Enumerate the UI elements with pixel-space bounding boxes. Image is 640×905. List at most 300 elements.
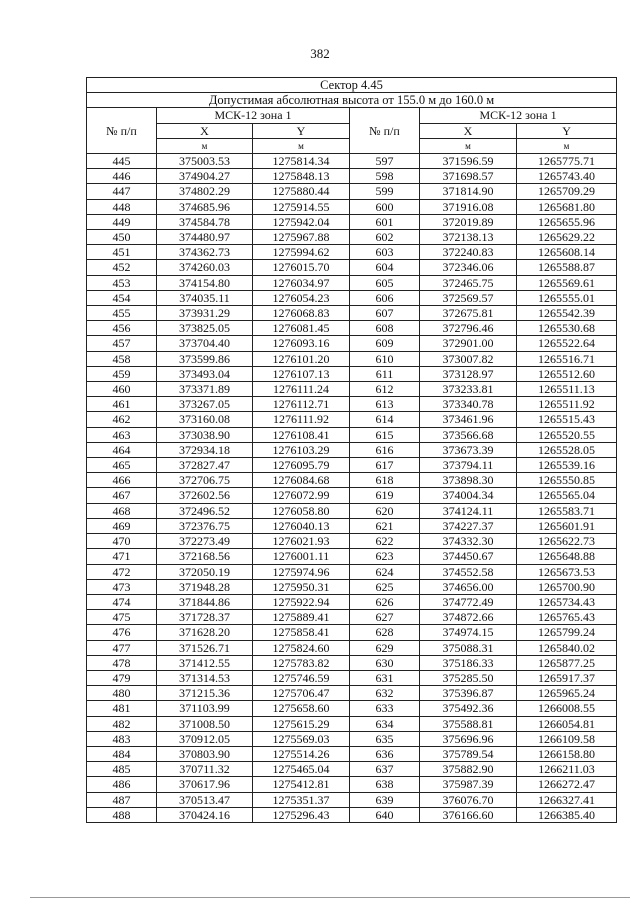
table-row — [87, 746, 617, 761]
row-num-left: 456 — [87, 321, 157, 336]
x-right: 373673.39 — [420, 442, 517, 457]
row-num-left: 454 — [87, 290, 157, 305]
x-right: 373566.68 — [420, 427, 517, 442]
y-left: 1276058.80 — [253, 503, 350, 518]
x-left: 372602.56 — [157, 488, 253, 503]
table-row — [87, 610, 617, 625]
x-left: 374685.96 — [157, 199, 253, 214]
y-left: 1275296.43 — [253, 807, 350, 822]
y-left: 1275889.41 — [253, 610, 350, 625]
x-left: 371728.37 — [157, 610, 253, 625]
x-right: 373340.78 — [420, 397, 517, 412]
table-row — [87, 777, 617, 792]
y-right: 1265511.92 — [517, 397, 617, 412]
row-num-left: 471 — [87, 549, 157, 564]
y-right: 1265601.91 — [517, 518, 617, 533]
x-right: 375396.87 — [420, 686, 517, 701]
x-right: 372796.46 — [420, 321, 517, 336]
y-left: 1275880.44 — [253, 184, 350, 199]
x-right: 375882.90 — [420, 762, 517, 777]
coordinates-table — [86, 77, 617, 823]
unit-y-right: м — [517, 138, 617, 153]
y-right: 1265648.88 — [517, 549, 617, 564]
row-num-right: 627 — [350, 610, 420, 625]
y-left: 1276081.45 — [253, 321, 350, 336]
row-num-right: 623 — [350, 549, 420, 564]
row-num-left: 483 — [87, 731, 157, 746]
y-left: 1276034.97 — [253, 275, 350, 290]
row-num-right: 616 — [350, 442, 420, 457]
x-right: 373233.81 — [420, 382, 517, 397]
table-row — [87, 199, 617, 214]
x-left: 374904.27 — [157, 169, 253, 184]
x-right: 374974.15 — [420, 625, 517, 640]
row-num-left: 473 — [87, 579, 157, 594]
header-zone-right: МСК-12 зона 1 — [420, 108, 617, 123]
y-left: 1275824.60 — [253, 640, 350, 655]
unit-y-left: м — [253, 138, 350, 153]
header-zone-left: МСК-12 зона 1 — [157, 108, 350, 123]
header-y-right: Y — [517, 123, 617, 138]
row-num-left: 460 — [87, 382, 157, 397]
table-row — [87, 518, 617, 533]
x-right: 375789.54 — [420, 746, 517, 761]
y-left: 1275514.26 — [253, 746, 350, 761]
row-num-left: 467 — [87, 488, 157, 503]
row-num-left: 452 — [87, 260, 157, 275]
row-num-right: 626 — [350, 594, 420, 609]
row-num-left: 468 — [87, 503, 157, 518]
x-right: 375696.96 — [420, 731, 517, 746]
row-num-left: 485 — [87, 762, 157, 777]
y-right: 1265700.90 — [517, 579, 617, 594]
y-right: 1265530.68 — [517, 321, 617, 336]
x-right: 376076.70 — [420, 792, 517, 807]
y-right: 1265550.85 — [517, 473, 617, 488]
row-num-right: 619 — [350, 488, 420, 503]
y-left: 1275465.04 — [253, 762, 350, 777]
x-right: 375285.50 — [420, 670, 517, 685]
y-right: 1265542.39 — [517, 306, 617, 321]
table-row — [87, 366, 617, 381]
y-right: 1266385.40 — [517, 807, 617, 822]
y-left: 1276107.13 — [253, 366, 350, 381]
table-row — [87, 807, 617, 822]
row-num-right: 614 — [350, 412, 420, 427]
y-left: 1276015.70 — [253, 260, 350, 275]
x-left: 371628.20 — [157, 625, 253, 640]
row-num-right: 615 — [350, 427, 420, 442]
row-num-right: 635 — [350, 731, 420, 746]
table-row — [87, 290, 617, 305]
x-left: 373704.40 — [157, 336, 253, 351]
table-row — [87, 503, 617, 518]
y-right: 1266327.41 — [517, 792, 617, 807]
row-num-right: 633 — [350, 701, 420, 716]
table-row — [87, 336, 617, 351]
row-num-left: 449 — [87, 214, 157, 229]
x-left: 370424.16 — [157, 807, 253, 822]
y-right: 1265734.43 — [517, 594, 617, 609]
y-left: 1276093.16 — [253, 336, 350, 351]
table-row — [87, 458, 617, 473]
x-right: 373461.96 — [420, 412, 517, 427]
y-right: 1265622.73 — [517, 534, 617, 549]
x-right: 375588.81 — [420, 716, 517, 731]
sector-title: Сектор 4.45 — [87, 78, 617, 93]
page-number: 382 — [310, 46, 330, 61]
y-left: 1276001.11 — [253, 549, 350, 564]
table-row — [87, 351, 617, 366]
x-left: 372706.75 — [157, 473, 253, 488]
x-right: 372901.00 — [420, 336, 517, 351]
row-num-left: 475 — [87, 610, 157, 625]
row-num-right: 602 — [350, 230, 420, 245]
table-row — [87, 701, 617, 716]
row-num-left: 462 — [87, 412, 157, 427]
y-left: 1276054.23 — [253, 290, 350, 305]
row-num-right: 640 — [350, 807, 420, 822]
y-left: 1275942.04 — [253, 214, 350, 229]
y-left: 1276101.20 — [253, 351, 350, 366]
table-body — [87, 154, 617, 823]
x-left: 371412.55 — [157, 655, 253, 670]
y-right: 1265709.29 — [517, 184, 617, 199]
y-right: 1265520.55 — [517, 427, 617, 442]
row-num-left: 472 — [87, 564, 157, 579]
x-left: 373160.08 — [157, 412, 253, 427]
table-row — [87, 260, 617, 275]
x-left: 372496.52 — [157, 503, 253, 518]
x-right: 374124.11 — [420, 503, 517, 518]
y-left: 1276040.13 — [253, 518, 350, 533]
y-right: 1265799.24 — [517, 625, 617, 640]
x-right: 372019.89 — [420, 214, 517, 229]
row-num-right: 601 — [350, 214, 420, 229]
row-num-right: 611 — [350, 366, 420, 381]
y-right: 1265917.37 — [517, 670, 617, 685]
x-right: 371596.59 — [420, 154, 517, 169]
table-row — [87, 488, 617, 503]
x-right: 372346.06 — [420, 260, 517, 275]
y-right: 1265655.96 — [517, 214, 617, 229]
row-num-left: 446 — [87, 169, 157, 184]
x-left: 374260.03 — [157, 260, 253, 275]
x-left: 372168.56 — [157, 549, 253, 564]
row-num-left: 488 — [87, 807, 157, 822]
row-num-right: 617 — [350, 458, 420, 473]
y-right: 1265743.40 — [517, 169, 617, 184]
x-left: 372273.49 — [157, 534, 253, 549]
y-left: 1275351.37 — [253, 792, 350, 807]
row-num-left: 474 — [87, 594, 157, 609]
x-right: 374872.66 — [420, 610, 517, 625]
y-right: 1265765.43 — [517, 610, 617, 625]
table-row — [87, 306, 617, 321]
x-right: 375088.31 — [420, 640, 517, 655]
unit-x-left: м — [157, 138, 253, 153]
x-left: 372934.18 — [157, 442, 253, 457]
x-left: 370803.90 — [157, 746, 253, 761]
x-left: 374154.80 — [157, 275, 253, 290]
x-right: 373794.11 — [420, 458, 517, 473]
row-num-right: 598 — [350, 169, 420, 184]
row-num-right: 638 — [350, 777, 420, 792]
table-row — [87, 412, 617, 427]
x-left: 370617.96 — [157, 777, 253, 792]
x-left: 373825.05 — [157, 321, 253, 336]
table-row — [87, 594, 617, 609]
x-left: 373493.04 — [157, 366, 253, 381]
y-right: 1265588.87 — [517, 260, 617, 275]
table-row — [87, 245, 617, 260]
row-num-left: 478 — [87, 655, 157, 670]
row-num-left: 480 — [87, 686, 157, 701]
row-num-left: 459 — [87, 366, 157, 381]
x-right: 375987.39 — [420, 777, 517, 792]
y-right: 1265516.71 — [517, 351, 617, 366]
table-row — [87, 184, 617, 199]
row-num-right: 597 — [350, 154, 420, 169]
table-row — [87, 154, 617, 169]
table-row — [87, 427, 617, 442]
row-num-right: 607 — [350, 306, 420, 321]
x-right: 371916.08 — [420, 199, 517, 214]
row-num-right: 606 — [350, 290, 420, 305]
row-num-right: 621 — [350, 518, 420, 533]
table-row — [87, 564, 617, 579]
y-right: 1265965.24 — [517, 686, 617, 701]
row-num-left: 469 — [87, 518, 157, 533]
y-right: 1265583.71 — [517, 503, 617, 518]
y-right: 1265673.53 — [517, 564, 617, 579]
y-right: 1266272.47 — [517, 777, 617, 792]
x-right: 376166.60 — [420, 807, 517, 822]
y-left: 1276103.29 — [253, 442, 350, 457]
y-right: 1265522.64 — [517, 336, 617, 351]
table-row — [87, 731, 617, 746]
x-left: 374584.78 — [157, 214, 253, 229]
table-row — [87, 397, 617, 412]
y-left: 1275858.41 — [253, 625, 350, 640]
x-left: 373599.86 — [157, 351, 253, 366]
table-row — [87, 716, 617, 731]
header-num-left: № п/п — [87, 108, 157, 154]
row-num-right: 628 — [350, 625, 420, 640]
row-num-right: 622 — [350, 534, 420, 549]
row-num-left: 470 — [87, 534, 157, 549]
x-right: 372240.83 — [420, 245, 517, 260]
row-num-left: 477 — [87, 640, 157, 655]
y-left: 1275658.60 — [253, 701, 350, 716]
height-range: Допустимая абсолютная высота от 155.0 м до 160.0 м — [87, 93, 617, 108]
y-right: 1266109.58 — [517, 731, 617, 746]
y-right: 1265775.71 — [517, 154, 617, 169]
y-right: 1265511.13 — [517, 382, 617, 397]
row-num-left: 466 — [87, 473, 157, 488]
row-num-right: 632 — [350, 686, 420, 701]
table-row — [87, 321, 617, 336]
y-left: 1275412.81 — [253, 777, 350, 792]
row-num-left: 463 — [87, 427, 157, 442]
y-right: 1265515.43 — [517, 412, 617, 427]
x-right: 372675.81 — [420, 306, 517, 321]
row-num-left: 461 — [87, 397, 157, 412]
x-left: 370513.47 — [157, 792, 253, 807]
x-left: 374362.73 — [157, 245, 253, 260]
table-row — [87, 792, 617, 807]
header-y-left: Y — [253, 123, 350, 138]
y-right: 1265555.01 — [517, 290, 617, 305]
y-right: 1265681.80 — [517, 199, 617, 214]
unit-x-right: м — [420, 138, 517, 153]
y-left: 1275950.31 — [253, 579, 350, 594]
row-num-left: 464 — [87, 442, 157, 457]
row-num-left: 457 — [87, 336, 157, 351]
x-left: 374480.97 — [157, 230, 253, 245]
x-left: 371215.36 — [157, 686, 253, 701]
x-left: 373371.89 — [157, 382, 253, 397]
y-left: 1276108.41 — [253, 427, 350, 442]
y-right: 1266158.80 — [517, 746, 617, 761]
row-num-right: 613 — [350, 397, 420, 412]
row-num-left: 481 — [87, 701, 157, 716]
table-row — [87, 382, 617, 397]
x-left: 371103.99 — [157, 701, 253, 716]
y-left: 1275615.29 — [253, 716, 350, 731]
header-x-right: X — [420, 123, 517, 138]
table-row — [87, 762, 617, 777]
y-left: 1275974.96 — [253, 564, 350, 579]
x-right: 371698.57 — [420, 169, 517, 184]
y-left: 1275746.59 — [253, 670, 350, 685]
header-x-left: X — [157, 123, 253, 138]
x-left: 373267.05 — [157, 397, 253, 412]
row-num-right: 600 — [350, 199, 420, 214]
x-right: 374450.67 — [420, 549, 517, 564]
table-row — [87, 549, 617, 564]
row-num-left: 487 — [87, 792, 157, 807]
row-num-left: 451 — [87, 245, 157, 260]
table-row — [87, 473, 617, 488]
row-num-left: 445 — [87, 154, 157, 169]
x-right: 374004.34 — [420, 488, 517, 503]
x-right: 373898.30 — [420, 473, 517, 488]
y-right: 1265629.22 — [517, 230, 617, 245]
row-num-right: 612 — [350, 382, 420, 397]
y-left: 1275569.03 — [253, 731, 350, 746]
table-row — [87, 625, 617, 640]
row-num-left: 486 — [87, 777, 157, 792]
y-left: 1276095.79 — [253, 458, 350, 473]
y-left: 1275848.13 — [253, 169, 350, 184]
table-row — [87, 230, 617, 245]
row-num-left: 476 — [87, 625, 157, 640]
x-left: 371526.71 — [157, 640, 253, 655]
row-num-left: 482 — [87, 716, 157, 731]
header-num-right: № п/п — [350, 108, 420, 154]
row-num-right: 608 — [350, 321, 420, 336]
y-left: 1275706.47 — [253, 686, 350, 701]
x-right: 374332.30 — [420, 534, 517, 549]
y-left: 1276112.71 — [253, 397, 350, 412]
x-right: 374772.49 — [420, 594, 517, 609]
table-row — [87, 655, 617, 670]
row-num-right: 610 — [350, 351, 420, 366]
y-left: 1275914.55 — [253, 199, 350, 214]
row-num-left: 455 — [87, 306, 157, 321]
x-left: 370912.05 — [157, 731, 253, 746]
table-row — [87, 169, 617, 184]
table-row — [87, 670, 617, 685]
row-num-left: 479 — [87, 670, 157, 685]
y-left: 1275814.34 — [253, 154, 350, 169]
row-num-right: 636 — [350, 746, 420, 761]
x-right: 371814.90 — [420, 184, 517, 199]
y-left: 1275994.62 — [253, 245, 350, 260]
row-num-right: 618 — [350, 473, 420, 488]
table-row — [87, 534, 617, 549]
y-right: 1265528.05 — [517, 442, 617, 457]
x-right: 374227.37 — [420, 518, 517, 533]
row-num-right: 603 — [350, 245, 420, 260]
x-left: 372376.75 — [157, 518, 253, 533]
y-left: 1275922.94 — [253, 594, 350, 609]
bottom-rule — [30, 897, 630, 898]
x-left: 373931.29 — [157, 306, 253, 321]
x-right: 373128.97 — [420, 366, 517, 381]
y-right: 1265565.04 — [517, 488, 617, 503]
y-right: 1265569.61 — [517, 275, 617, 290]
row-num-left: 453 — [87, 275, 157, 290]
table-row — [87, 686, 617, 701]
y-left: 1276068.83 — [253, 306, 350, 321]
y-left: 1276084.68 — [253, 473, 350, 488]
x-right: 372138.13 — [420, 230, 517, 245]
row-num-right: 629 — [350, 640, 420, 655]
x-left: 371844.86 — [157, 594, 253, 609]
y-right: 1266211.03 — [517, 762, 617, 777]
row-num-left: 448 — [87, 199, 157, 214]
x-left: 373038.90 — [157, 427, 253, 442]
x-right: 375186.33 — [420, 655, 517, 670]
y-right: 1266054.81 — [517, 716, 617, 731]
y-left: 1275967.88 — [253, 230, 350, 245]
table-row — [87, 275, 617, 290]
x-left: 371008.50 — [157, 716, 253, 731]
x-left: 370711.32 — [157, 762, 253, 777]
x-left: 372827.47 — [157, 458, 253, 473]
row-num-right: 637 — [350, 762, 420, 777]
row-num-right: 624 — [350, 564, 420, 579]
x-right: 373007.82 — [420, 351, 517, 366]
row-num-right: 630 — [350, 655, 420, 670]
row-num-right: 625 — [350, 579, 420, 594]
y-left: 1276021.93 — [253, 534, 350, 549]
row-num-right: 605 — [350, 275, 420, 290]
x-left: 371948.28 — [157, 579, 253, 594]
row-num-right: 620 — [350, 503, 420, 518]
table-row — [87, 442, 617, 457]
row-num-left: 465 — [87, 458, 157, 473]
table-row — [87, 640, 617, 655]
row-num-right: 634 — [350, 716, 420, 731]
y-left: 1276111.24 — [253, 382, 350, 397]
x-left: 375003.53 — [157, 154, 253, 169]
x-left: 374802.29 — [157, 184, 253, 199]
row-num-left: 458 — [87, 351, 157, 366]
row-num-left: 447 — [87, 184, 157, 199]
